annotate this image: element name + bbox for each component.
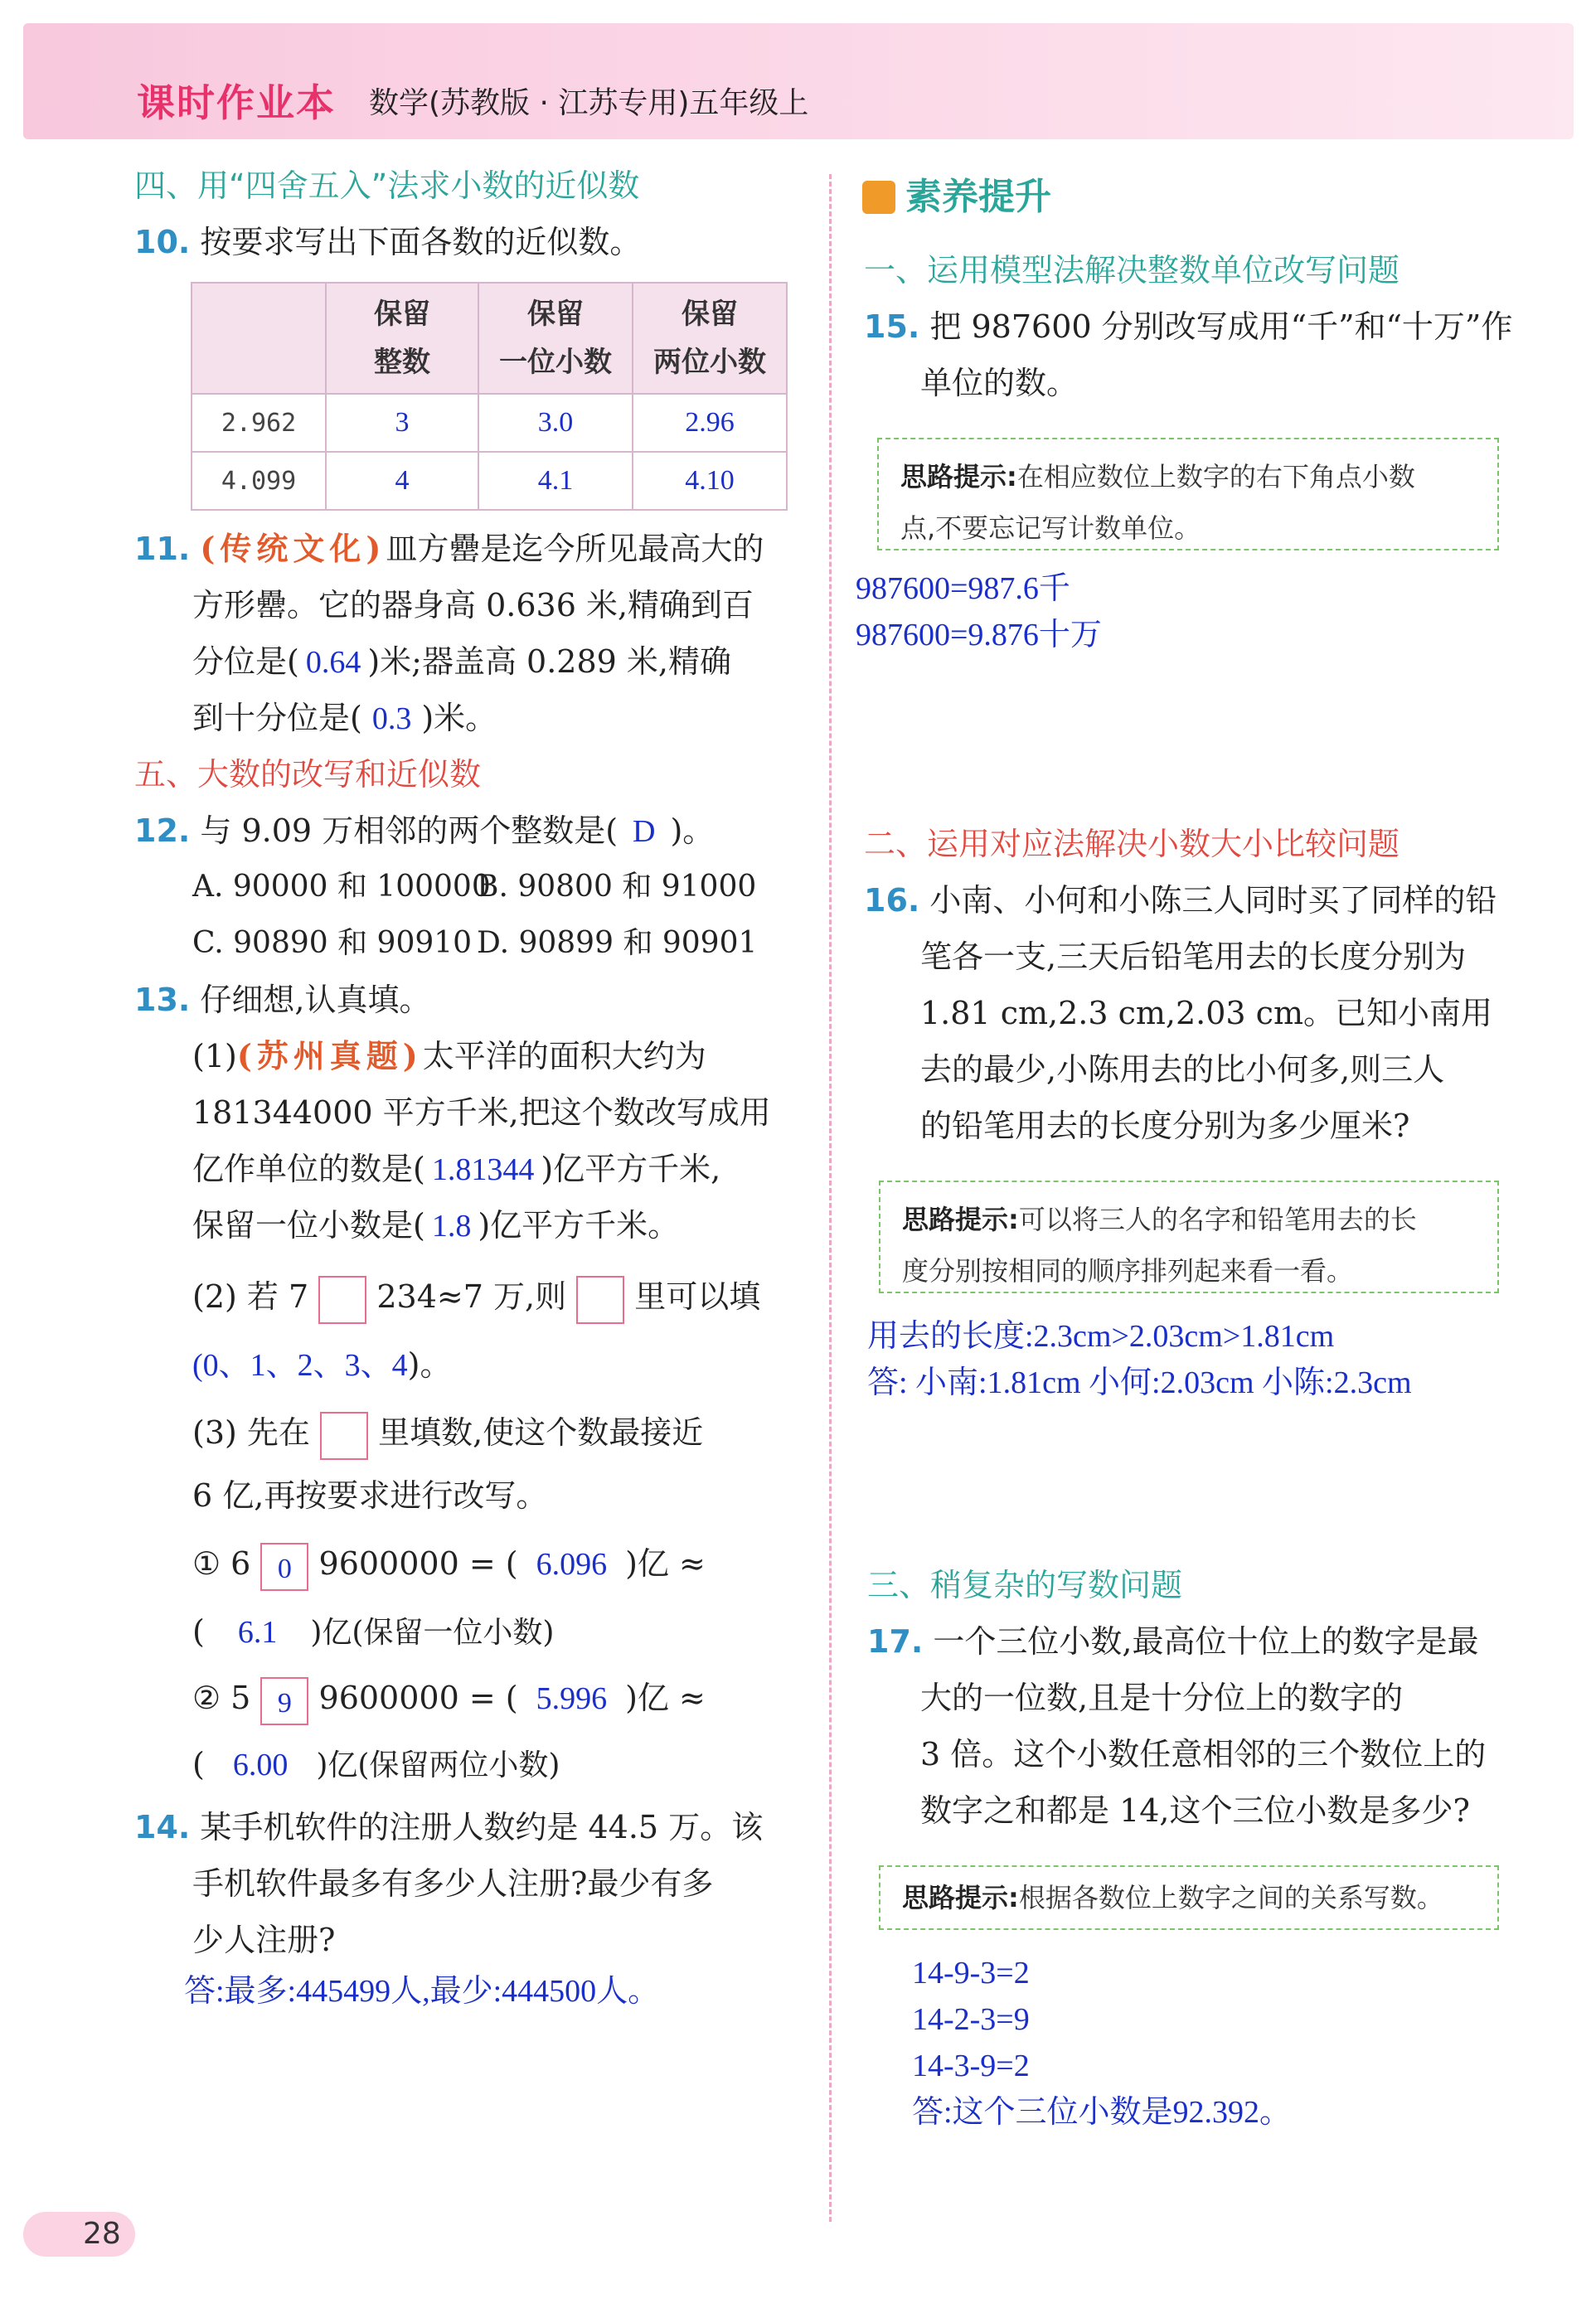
table-row — [192, 394, 787, 452]
column-divider — [829, 174, 832, 2222]
q13-choice-1: ① 6 0 9600000 = ( 6.096 )亿 ≈ — [192, 1535, 706, 1593]
approximation-table — [191, 282, 788, 511]
question-14-line-3: 少人注册? — [192, 1922, 336, 1958]
answer-q15-2: 987600=9.876十万 — [856, 618, 1102, 652]
hint-box-q17: 思路提示:根据各数位上数字之间的关系写数。 — [879, 1865, 1499, 1930]
section-r1-title: 一、运用模型法解决整数单位改写问题 — [864, 252, 1400, 289]
answer-6-096: 6.096 — [536, 1547, 608, 1582]
question-text: 按要求写出下面各数的近似数。 — [200, 224, 642, 260]
table-cell-answer: 3 — [326, 394, 478, 452]
question-number: 14. — [134, 1809, 191, 1845]
table-header-cell: 保留 一位小数 — [478, 283, 633, 394]
section-r2-title: 二、运用对应法解决小数大小比较问题 — [864, 826, 1400, 862]
question-17-line-4: 数字之和都是 14,这个三位小数是多少? — [920, 1792, 1470, 1829]
question-11-line-4: 到十分位是( 0.3 )米。 — [192, 700, 497, 736]
answer-q17-1: 14-9-3=2 — [912, 1956, 1030, 1991]
table-row — [192, 452, 787, 510]
table-header-cell: 保留 两位小数 — [633, 283, 787, 394]
answer-0-3: 0.3 — [371, 701, 412, 736]
q13-choice-2-line-2: ( 6.00 )亿(保留两位小数) — [192, 1746, 560, 1782]
q13-part2-line-1: (2) 若 7 234≈7 万,则 里可以填 — [192, 1268, 760, 1325]
hint-box-q16: 思路提示:可以将三人的名字和铅笔用去的长 度分别按相同的顺序排列起来看一看。 — [879, 1181, 1499, 1293]
option-c: C. 90890 和 90910 — [192, 926, 473, 960]
question-number: 12. — [134, 812, 191, 849]
answer-q15-1: 987600=987.6千 — [856, 571, 1070, 606]
question-16-line-1: 16. 小南、小何和小陈三人同时买了同样的铅 — [864, 882, 1497, 919]
q13-part1-line-1: (1)(苏州真题)太平洋的面积大约为 — [192, 1037, 706, 1074]
question-16-line-3: 1.81 cm,2.3 cm,2.03 cm。已知小南用 — [920, 995, 1492, 1031]
answer-q17-2: 14-2-3=9 — [912, 2002, 1030, 2037]
blank-box — [318, 1276, 366, 1324]
q13-part3-line-2: 6 亿,再按要求进行改写。 — [192, 1477, 548, 1514]
table-corner-cell — [192, 283, 326, 394]
question-11-line-1 — [134, 521, 764, 577]
table-cell-answer: 4 — [326, 452, 478, 510]
question-11-line-3: 分位是( 0.64 )米;器盖高 0.289 米,精确 — [192, 643, 731, 680]
question-17-line-3: 3 倍。这个小数任意相邻的三个数位上的 — [920, 1736, 1487, 1772]
answer-q17-4: 答:这个三位小数是92.392。 — [912, 2095, 1292, 2130]
lift-icon — [862, 181, 895, 214]
answer-digits: (0、1、2、3、4 — [192, 1348, 408, 1383]
question-14-line-2: 手机软件最多有多少人注册?最少有多 — [192, 1865, 714, 1902]
answer-6-00: 6.00 — [232, 1748, 289, 1782]
answer-5-996: 5.996 — [536, 1681, 608, 1716]
section-4-title: 四、用“四舍五入”法求小数的近似数 — [134, 167, 640, 204]
question-17-line-1: 17. 一个三位小数,最高位十位上的数字是最 — [867, 1623, 1479, 1660]
table-cell-answer: 2.96 — [633, 394, 787, 452]
blank-box — [576, 1276, 624, 1324]
option-b: B. 90800 和 91000 — [477, 870, 757, 904]
answer-q16-1: 用去的长度:2.3cm>2.03cm>1.81cm — [867, 1319, 1335, 1354]
q13-part1-line-4: 保留一位小数是( 1.8 )亿平方千米。 — [192, 1207, 680, 1244]
question-number: 17. — [867, 1623, 924, 1660]
question-12: 12. 与 9.09 万相邻的两个整数是( D )。 — [134, 812, 715, 849]
question-14-line-1: 14. 某手机软件的注册人数约是 44.5 万。该 — [134, 1809, 764, 1845]
q13-part2-answer: (0、1、2、3、4)。 — [192, 1346, 452, 1383]
blank-box — [320, 1412, 368, 1460]
answer-q16-2: 答: 小南:1.81cm 小何:2.03cm 小陈:2.3cm — [867, 1365, 1412, 1400]
table-cell-answer: 4.10 — [633, 452, 787, 510]
filled-box: 9 — [260, 1677, 308, 1725]
q13-choice-2: ② 5 9 9600000 = ( 5.996 )亿 ≈ — [192, 1670, 706, 1727]
question-13: 13. 仔细想,认真填。 — [134, 982, 431, 1018]
question-16-line-4: 去的最少,小陈用去的比小何多,则三人 — [920, 1051, 1445, 1088]
hint-box-q15: 思路提示:在相应数位上数字的右下角点小数 点,不要忘记写计数单位。 — [877, 438, 1499, 550]
question-10 — [134, 214, 641, 270]
table-header-row — [192, 283, 787, 394]
subject-title: 数学(苏教版 · 江苏专用)五年级上 — [369, 86, 809, 120]
q13-choice-1-line-2: ( 6.1 )亿(保留一位小数) — [192, 1613, 555, 1650]
filled-box: 0 — [260, 1543, 308, 1591]
question-11-line-2: 方形罍。它的器身高 0.636 米,精确到百 — [192, 587, 754, 623]
page-number: 28 — [23, 2212, 135, 2257]
answer-q14: 答:最多:445499人,最少:444500人。 — [184, 1974, 660, 2009]
answer-6-1: 6.1 — [237, 1615, 278, 1650]
table-row-label: 2.962 — [192, 394, 326, 452]
table-row-label: 4.099 — [192, 452, 326, 510]
table-cell-answer: 4.1 — [478, 452, 633, 510]
question-number: 10. — [134, 224, 191, 260]
answer-0-64: 0.64 — [305, 645, 361, 680]
section-r3-title: 三、稍复杂的写数问题 — [867, 1567, 1183, 1603]
answer-1-8: 1.8 — [431, 1209, 472, 1244]
answer-q17-3: 14-3-9=2 — [912, 2049, 1030, 2083]
table-cell-answer: 3.0 — [478, 394, 633, 452]
answer-choice: D — [633, 814, 656, 849]
tag-suzhou-exam: (苏州真题) — [236, 1037, 423, 1074]
question-15-line-2: 单位的数。 — [920, 365, 1079, 401]
question-number: 11. — [134, 531, 191, 567]
question-number: 16. — [864, 882, 920, 919]
section-lift-title: 素养提升 — [905, 176, 1051, 218]
question-number: 13. — [134, 982, 191, 1018]
option-a: A. 90000 和 100000 — [192, 870, 491, 904]
question-16-line-5: 的铅笔用去的长度分别为多少厘米? — [920, 1108, 1410, 1144]
question-16-line-2: 笔各一支,三天后铅笔用去的长度分别为 — [920, 938, 1467, 975]
tag-traditional-culture: (传统文化) — [200, 530, 386, 567]
table-header-cell: 保留 整数 — [326, 283, 478, 394]
q13-part1-line-2: 181344000 平方千米,把这个数改写成用 — [192, 1094, 771, 1131]
question-17-line-2: 大的一位数,且是十分位上的数字的 — [920, 1680, 1404, 1716]
q13-part3-line-1: (3) 先在 里填数,使这个数最接近 — [192, 1404, 703, 1461]
question-text: 皿方罍是迄今所见最高大的 — [386, 531, 764, 567]
answer-1-81344: 1.81344 — [431, 1152, 535, 1187]
question-number: 15. — [864, 308, 920, 345]
option-d: D. 90899 和 90901 — [477, 926, 758, 960]
question-15-line-1: 15. 把 987600 分别改写成用“千”和“十万”作 — [864, 308, 1513, 345]
q13-part1-line-3: 亿作单位的数是( 1.81344 )亿平方千米, — [192, 1151, 721, 1187]
section-5-title: 五、大数的改写和近似数 — [134, 756, 482, 793]
brand-title: 课时作业本 — [137, 80, 336, 125]
